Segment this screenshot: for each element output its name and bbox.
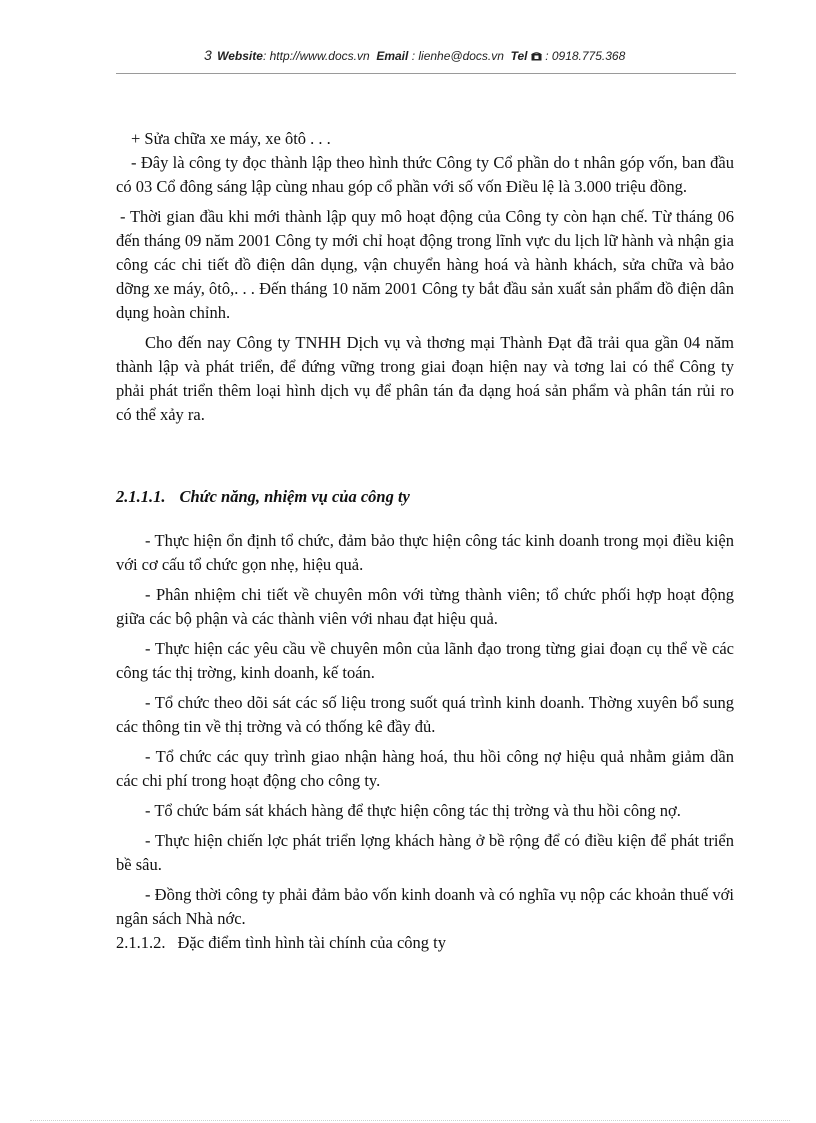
page-number: 3 bbox=[204, 47, 212, 63]
email-value[interactable]: : lienhe@docs.vn bbox=[411, 49, 504, 63]
list-item: - Tổ chức các quy trình giao nhận hàng hoá, thu hồi công nợ hiệu quả nhằm giảm dần các chi phí trong hoạt động cho công ty. bbox=[116, 747, 734, 790]
tel-value: : 0918.775.368 bbox=[545, 49, 626, 63]
intro-development: Cho đến nay Công ty TNHH Dịch vụ và thơng mại Thành Đạt đã trải qua gần 04 năm thành lập và phát triển, để đứng vững trong giai đoạn hiện nay và tơng lai có thể Công ty phải phát triển thêm loại hình dịch vụ để phân tán đa dạng hoá sản phẩm và phân tán rủi ro có thể xảy ra. bbox=[116, 333, 734, 424]
section-title: Chức năng, nhiệm vụ của công ty bbox=[179, 487, 410, 506]
website-label: Website bbox=[217, 49, 263, 63]
header-divider bbox=[116, 73, 736, 74]
section-functions-heading bbox=[116, 485, 734, 509]
list-item: - Phân nhiệm chi tiết về chuyên môn với từng thành viên; tổ chức phối hợp hoạt động giữa các bộ phận và các thành viên với nhau đạt hiệu quả. bbox=[116, 585, 734, 628]
email-label: Email bbox=[376, 49, 409, 63]
list-item: - Thực hiện các yêu cầu về chuyên môn của lãnh đạo trong từng giai đoạn cụ thể về các công tác thị trờng, kinh doanh, kế toán. bbox=[116, 639, 734, 682]
list-item: - Thực hiện ổn định tổ chức, đảm bảo thực hiện công tác kinh doanh trong mọi điều kiện với cơ cấu tổ chức gọn nhẹ, hiệu quả. bbox=[116, 531, 734, 574]
list-item: - Đồng thời công ty phải đảm bảo vốn kinh doanh và có nghĩa vụ nộp các khoản thuế với ngân sách Nhà nớc. bbox=[116, 885, 734, 928]
document-body bbox=[116, 127, 734, 955]
section-number: 2.1.1.2. bbox=[116, 933, 166, 952]
intro-repair-item: + Sửa chữa xe máy, xe ôtô . . . bbox=[131, 129, 331, 148]
list-item: - Thực hiện chiến lợc phát triển lợng khách hàng ở bề rộng để có điều kiện để phát triển bề sâu. bbox=[116, 831, 734, 874]
section-title: Đặc điểm tình hình tài chính của công ty bbox=[177, 933, 447, 952]
website-url[interactable]: : http://www.docs.vn bbox=[262, 49, 370, 63]
intro-company-form: - Đây là công ty đọc thành lập theo hình thức Công ty Cổ phần do t nhân góp vốn, ban đầu có 03 Cổ đông sáng lập cùng nhau góp cổ phần với số vốn Điều lệ là 3.000 triệu đồng. bbox=[116, 153, 734, 196]
section-number: 2.1.1.1. bbox=[116, 487, 166, 506]
section-finance-heading bbox=[116, 931, 734, 955]
page-header bbox=[204, 47, 764, 64]
footer-divider bbox=[30, 1120, 790, 1121]
list-item: - Tổ chức theo dõi sát các số liệu trong suốt quá trình kinh doanh. Thờng xuyên bổ sung các thông tin về thị trờng và có thống kê đầy đủ. bbox=[116, 693, 734, 736]
telephone-icon bbox=[531, 50, 542, 64]
tel-label: Tel bbox=[510, 49, 528, 63]
intro-early-period: - Thời gian đầu khi mới thành lập quy mô hoạt động của Công ty còn hạn chế. Từ tháng 06 đến tháng 09 năm 2001 Công ty mới chỉ hoạt động trong lĩnh vực du lịch lữ hành và nhận gia công các chi tiết đồ điện dân dụng, vận chuyển hàng hoá và hành khách, sửa chữa và bảo dỡng xe máy, ôtô,. . . Đến tháng 10 năm 2001 Công ty bắt đầu sản xuất sản phẩm đồ điện dân dụng hoàn chỉnh. bbox=[116, 207, 734, 322]
list-item: - Tổ chức bám sát khách hàng để thực hiện công tác thị trờng và thu hồi công nợ. bbox=[145, 801, 681, 820]
